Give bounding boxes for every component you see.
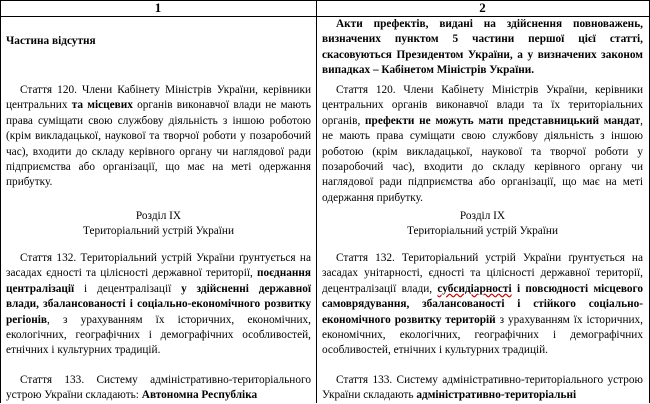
left-article-132: Стаття 132. Територіальний устрій України ґрунтується на засадах єдності та цілісності державної території, поєднання централізації і децентралізації у здійсненні державної влади, збалансованості і соціально-економічного розвитку регіонів, з урахуванням їх історичних, економічних, екологічних, географічних і демографічних особливостей, етнічних і культурних традицій.	[6, 252, 312, 357]
left-part-absent: Частина відсутня	[6, 35, 96, 47]
column-header-1: 1	[154, 0, 162, 15]
right-acts-paragraph: Акти префектів, видані на здійснення повноважень, визначених пунктом 5 частини першої цієї статті, скасовуються Президентом України, а у визначених законом випадках – Кабінетом Міністрів України.	[322, 18, 643, 77]
left-section-title: Розділ IX	[135, 210, 182, 222]
right-section-title: Розділ IX	[459, 210, 506, 222]
right-article-120: Стаття 120. Члени Кабінету Міністрів України, керівники центральних органів виконавчої влади та їх територіальних органів, префекти не можуть мати представницький мандат, не мають права суміщати свою службову діяльність з іншою роботою (крім викладацької, наукової та творчої роботи у позаробочий час), входити до складу керівного органу чи наглядової ради підприємства або організації, що має на меті одержання прибутку.	[322, 84, 643, 204]
right-article-132: Стаття 132. Територіальний устрій України ґрунтується на засадах унітарності, єдності та цілісності державної території, децентралізації влади, субсидіарності і повсюдності місцевого самоврядування, збалансованості і стійкого соціально-економічного розвитку територій з урахуванням їх історичних, економічних, екологічних, географічних і демографічних особливостей, етнічних і культурних традицій.	[322, 252, 644, 357]
left-article-120: Стаття 120. Члени Кабінету Міністрів України, керівники центральних та місцевих органів виконавчої влади не мають права суміщати свою службову діяльність з іншою роботою (крім викладацької, наукової та творчої роботи у позаробочий час), входити до складу керівного органу чи наглядової ради підприємства або організації, що має на меті одержання прибутку.	[6, 84, 311, 189]
table-border-left	[0, 0, 1, 403]
right-section-subtitle: Територіальний устрій України	[406, 225, 559, 238]
right-section-heading	[322, 209, 643, 240]
right-article-133: Стаття 133. Систему адміністративно-територіального устрою України складають адміністративно-територіальні	[322, 374, 643, 402]
table-border-middle	[316, 0, 317, 403]
column-header-2: 2	[479, 0, 486, 15]
left-section-subtitle: Територіальний устрій України	[82, 225, 235, 238]
left-section-heading	[6, 209, 311, 240]
left-article-133: Стаття 133. Систему адміністративно-територіального устрою України складають: Автономна Республіка	[6, 374, 311, 402]
